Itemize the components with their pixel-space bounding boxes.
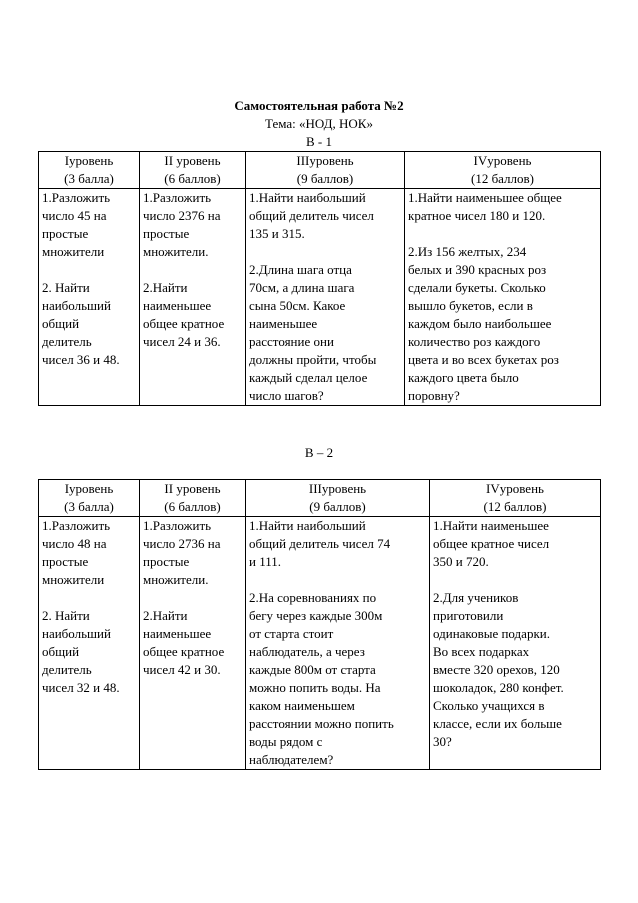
- variant-1-level-4-tasks: 1.Найти наименьшее общее кратное чисел 180 и 120. 2.Из 156 желтых, 234 белых и 390 красных роз сделали букеты. Сколько вышло букетов, если в каждом было наибольшее количество роз каждого цвета и во всех букетах роз каждого цвета было поровну?: [405, 189, 601, 406]
- variant-2-level-1-tasks: 1.Разложить число 48 на простые множители 2. Найти наибольший общий делитель чисел 32 и 48.: [39, 517, 140, 770]
- document-topic: Тема: «НОД, НОК»: [265, 116, 373, 131]
- variant-1-level-1-header: Iуровень (3 балла): [39, 152, 140, 189]
- variant-2-level-1-header: Iуровень (3 балла): [39, 480, 140, 517]
- variant-2-table: [38, 479, 601, 770]
- document-title: Самостоятельная работа №2: [234, 98, 404, 113]
- variant-2-header-row: [39, 480, 601, 517]
- variant-2-level-4-header: IVуровень (12 баллов): [430, 480, 601, 517]
- variant-1-level-2-tasks: 1.Разложить число 2376 на простые множители. 2.Найти наименьшее общее кратное чисел 24 и 36.: [140, 189, 246, 406]
- variant-1-level-3-header: IIIуровень (9 баллов): [246, 152, 405, 189]
- variant-2-level-2-tasks: 1.Разложить число 2736 на простые множители. 2.Найти наименьшее общее кратное чисел 42 и 30.: [140, 517, 246, 770]
- variant-1-task-row: [39, 189, 601, 406]
- variant-1-level-2-header: II уровень (6 баллов): [140, 152, 246, 189]
- variant-1-level-1-tasks: 1.Разложить число 45 на простые множители 2. Найти наибольший общий делитель чисел 36 и 48.: [39, 189, 140, 406]
- variant-2-level-3-tasks: 1.Найти наибольший общий делитель чисел 74 и 111. 2.На соревнованиях по бегу через каждые 300м от старта стоит наблюдатель, а через каждые 800м от старта можно попить воды. На каком наименьшем расстоянии можно попить воды рядом с наблюдателем?: [246, 517, 430, 770]
- variant-1-level-4-header: IVуровень (12 баллов): [405, 152, 601, 189]
- variant-2-label: В – 2: [304, 445, 334, 460]
- variant-2-task-row: [39, 517, 601, 770]
- variant-2-level-4-tasks: 1.Найти наименьшее общее кратное чисел 350 и 720. 2.Для учеников приготовили одинаковые подарки. Во всех подарках вместе 320 орехов, 120 шоколадок, 280 конфет. Сколько учащихся в классе, если их больше 30?: [430, 517, 601, 770]
- variant-1-label: В - 1: [306, 134, 332, 149]
- variant-2-level-3-header: IIIуровень (9 баллов): [246, 480, 430, 517]
- variant-2-level-2-header: II уровень (6 баллов): [140, 480, 246, 517]
- variant-1-level-3-tasks: 1.Найти наибольший общий делитель чисел 135 и 315. 2.Длина шага отца 70см, а длина шага сына 50см. Какое наименьшее расстояние они должны пройти, чтобы каждый сделал целое число шагов?: [246, 189, 405, 406]
- variant-1-table: [38, 151, 601, 406]
- variant-1-header-row: [39, 152, 601, 189]
